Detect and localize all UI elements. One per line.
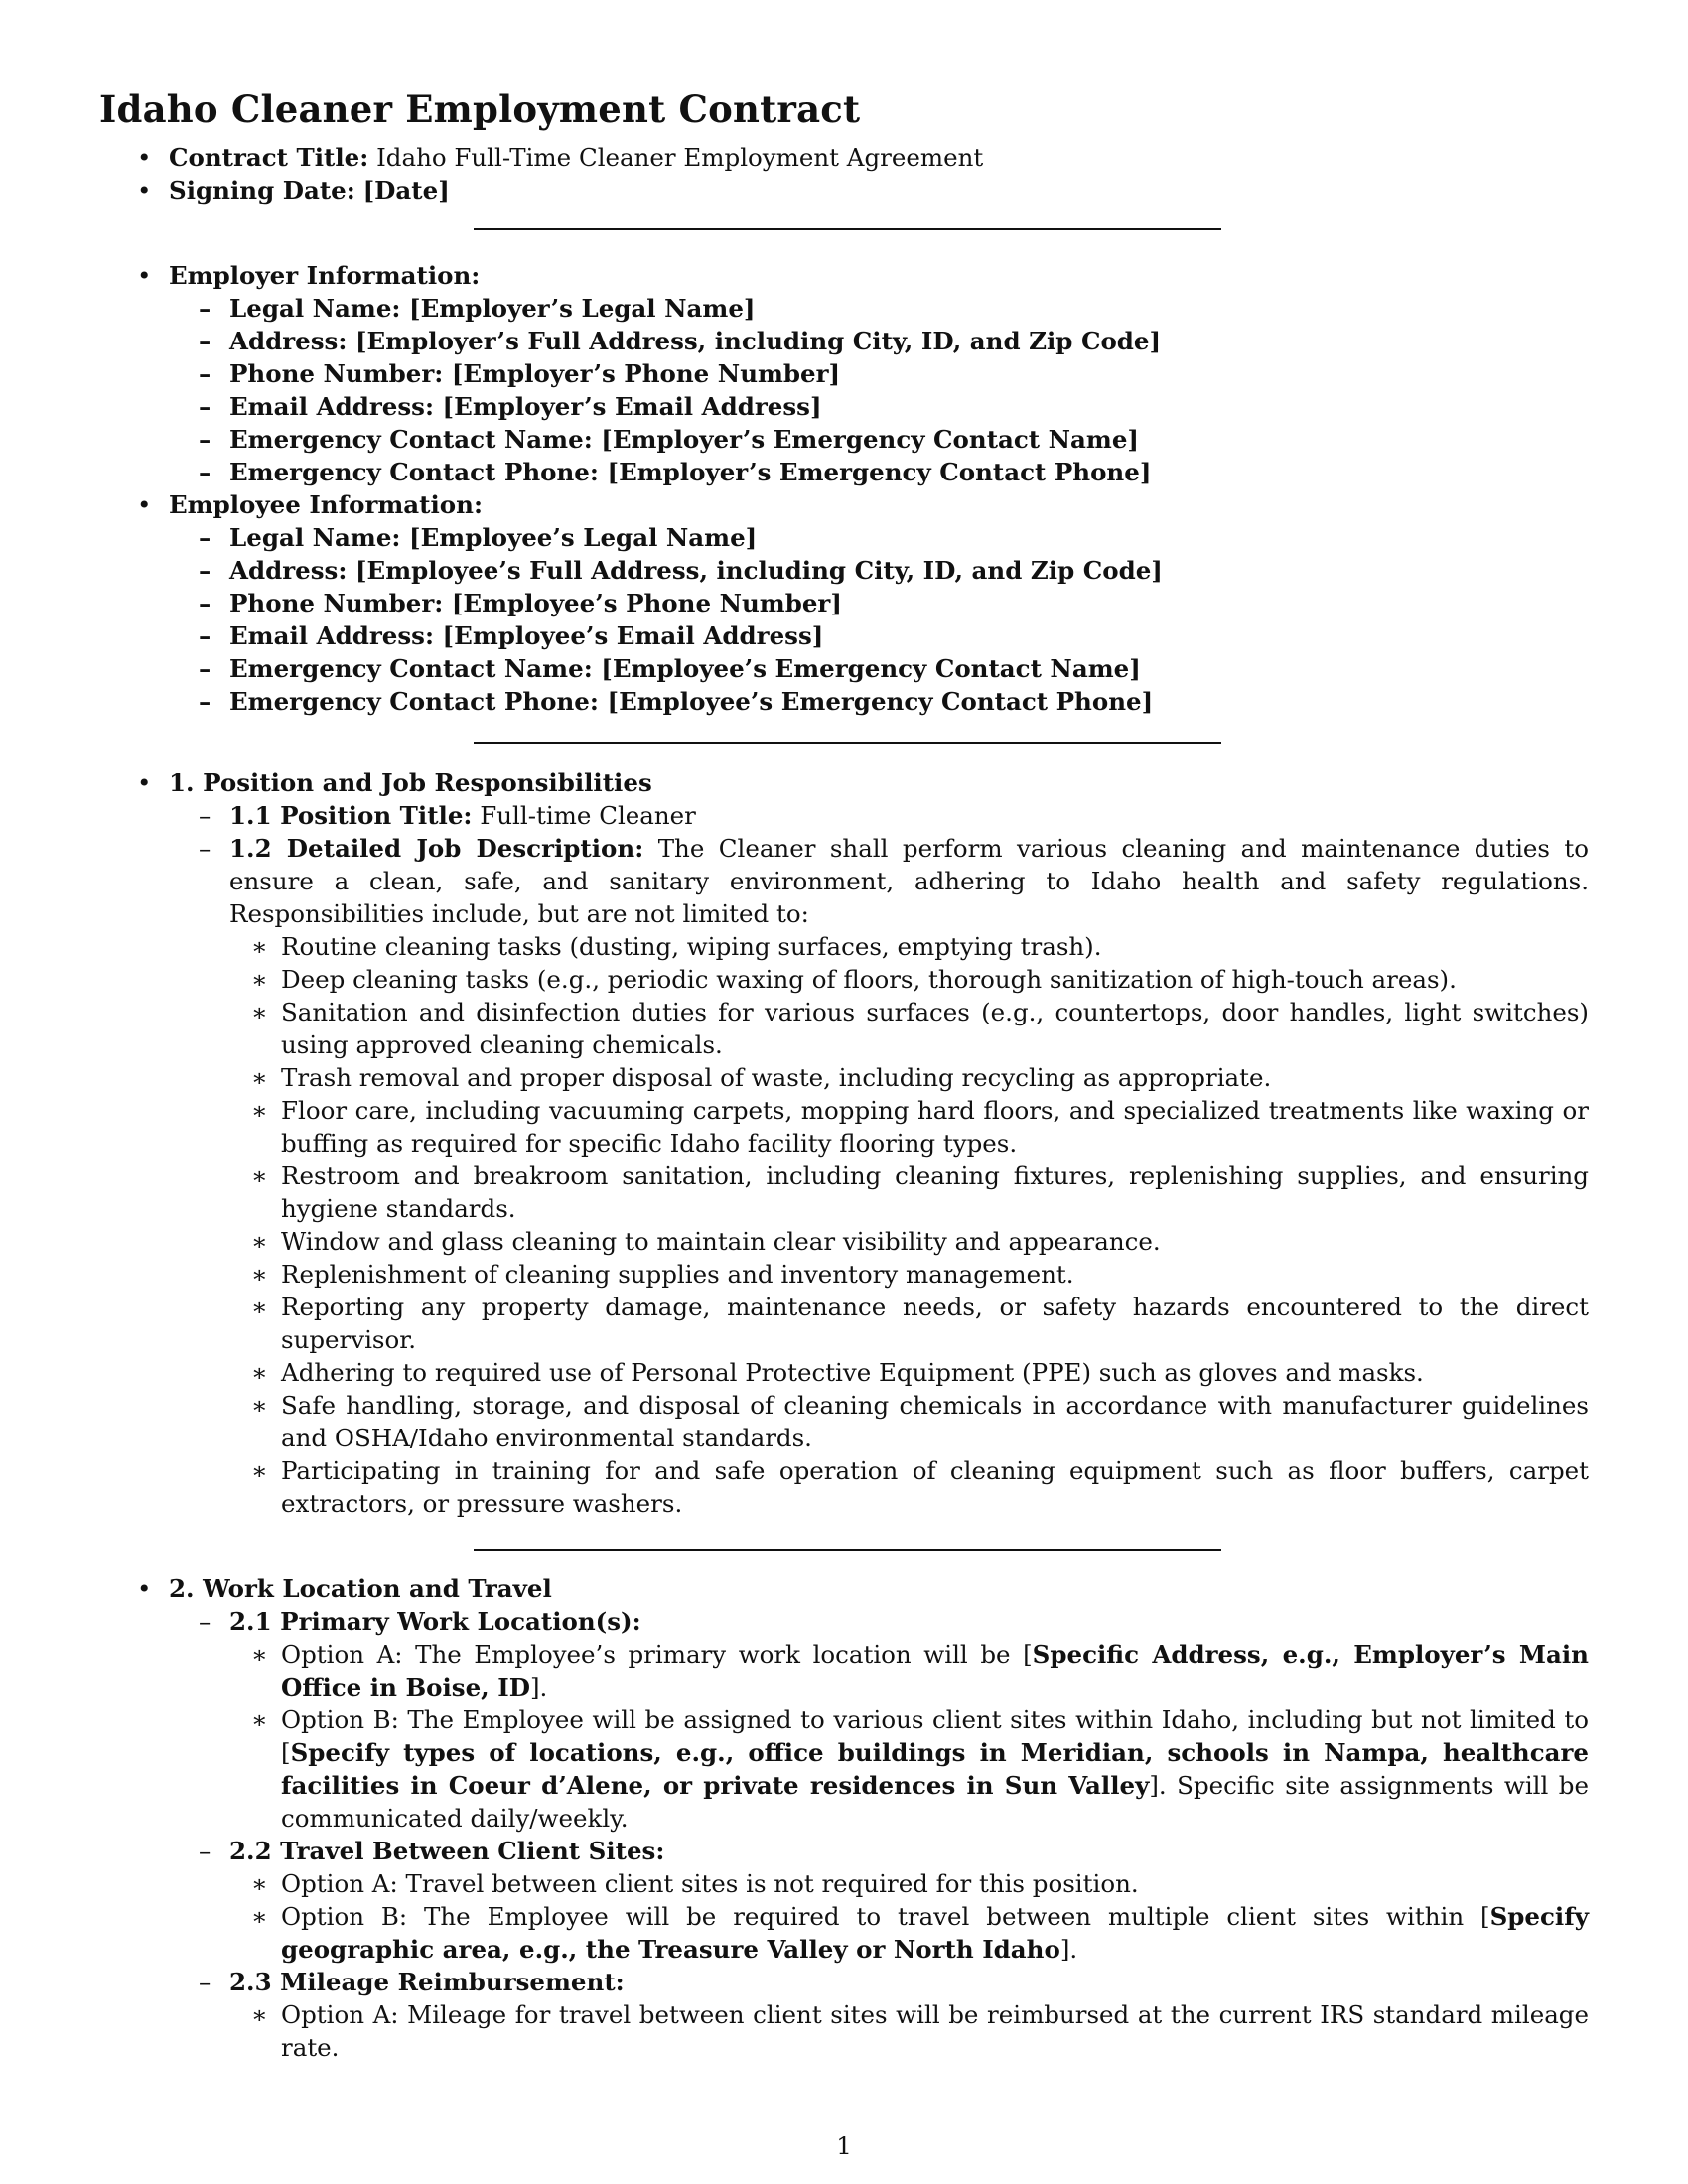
employee-email: – Email Address: [Employee’s Email Address]: [169, 619, 1589, 652]
position-title: – 1.1 Position Title: Full-time Cleaner: [169, 799, 1589, 832]
section-1: [99, 766, 1589, 1520]
section-2-item: [99, 1572, 1589, 2064]
employee-info: • Employee Information: – Legal Name: [Employee’s Legal Name] – Address: [Employee’s Full Address, including City, ID, and Zip Code] – Phone Number: [Employee’s Phone Number] – Email Address: [Employee’s Email Address] – Emergency Contact Name: [Employee’s Emergency Contact Name] – Emergency Contact Phone: [Employee’s Emergency Contact Phone]: [99, 488, 1589, 718]
duties-list: [229, 930, 1589, 1520]
document-title: Idaho Cleaner Employment Contract: [99, 87, 861, 131]
list-item: ∗ Routine cleaning tasks (dusting, wiping surfaces, emptying trash).: [229, 930, 1589, 963]
list-item: ∗ Reporting any property damage, maintenance needs, or safety hazards encountered to the direct supervisor.: [229, 1291, 1589, 1356]
employee-address: – Address: [Employee’s Full Address, including City, ID, and Zip Code]: [169, 554, 1589, 587]
list-item: ∗ Option A: Travel between client sites is not required for this position.: [229, 1867, 1589, 1900]
employer-legal-name: – Legal Name: [Employer’s Legal Name]: [169, 292, 1589, 325]
header-list: [99, 141, 1589, 206]
employee-emergency-phone: – Emergency Contact Phone: [Employee’s Emergency Contact Phone]: [169, 685, 1589, 718]
list-item: ∗ Adhering to required use of Personal Protective Equipment (PPE) such as gloves and masks.: [229, 1356, 1589, 1389]
list-item: ∗ Option A: The Employee’s primary work location will be [Specific Address, e.g., Employer’s Main Office in Boise, ID].: [229, 1638, 1589, 1704]
employee-emergency-name: – Emergency Contact Name: [Employee’s Emergency Contact Name]: [169, 652, 1589, 685]
employer-address: – Address: [Employer’s Full Address, including City, ID, and Zip Code]: [169, 325, 1589, 357]
signing-date-item: • Signing Date: [Date]: [99, 174, 1589, 206]
list-item: ∗ Restroom and breakroom sanitation, including cleaning fixtures, replenishing supplies, and ensuring hygiene standards.: [229, 1160, 1589, 1225]
section-1-item: [99, 766, 1589, 1520]
list-item: ∗ Option A: Mileage for travel between client sites will be reimbursed at the current IRS standard mileage rate.: [229, 1998, 1589, 2064]
list-item: ∗ Option B: The Employee will be required to travel between multiple client sites within [Specify geographic area, e.g., the Treasure Valley or North Idaho].: [229, 1900, 1589, 1966]
employee-legal-name: – Legal Name: [Employee’s Legal Name]: [169, 521, 1589, 554]
list-item: ∗ Replenishment of cleaning supplies and inventory management.: [229, 1258, 1589, 1291]
employer-phone: – Phone Number: [Employer’s Phone Number]: [169, 357, 1589, 390]
list-item: ∗ Deep cleaning tasks (e.g., periodic waxing of floors, thorough sanitization of high-touch areas).: [229, 963, 1589, 996]
travel-between-sites: – 2.2 Travel Between Client Sites: ∗ Option A: Travel between client sites is not required for this position. ∗ Option B: The Employee will be required to travel between multiple client sites within [Specify geographic area, e.g., the Treasure Valley or North Idaho].: [169, 1835, 1589, 1966]
list-item: ∗ Floor care, including vacuuming carpets, mopping hard floors, and specialized treatments like waxing or buffing as required for specific Idaho facility flooring types.: [229, 1094, 1589, 1160]
list-item: ∗ Window and glass cleaning to maintain clear visibility and appearance.: [229, 1225, 1589, 1258]
list-item: ∗ Sanitation and disinfection duties for various surfaces (e.g., countertops, door handles, light switches) using approved cleaning chemicals.: [229, 996, 1589, 1061]
contract-title-item: • Contract Title: Idaho Full-Time Cleaner Employment Agreement: [99, 141, 1589, 174]
employer-info: • Employer Information: – Legal Name: [Employer’s Legal Name] – Address: [Employer’s Full Address, including City, ID, and Zip Code] – Phone Number: [Employer’s Phone Number] – Email Address: [Employer’s Email Address] – Emergency Contact Name: [Employer’s Emergency Contact Name] – Emergency Contact Phone: [Employer’s Emergency Contact Phone]: [99, 259, 1589, 488]
employer-fields: [169, 292, 1589, 488]
mileage-reimbursement: – 2.3 Mileage Reimbursement: ∗ Option A: Mileage for travel between client sites will be reimbursed at the current IRS standard mileage rate.: [169, 1966, 1589, 2064]
employee-phone: – Phone Number: [Employee’s Phone Number]: [169, 587, 1589, 619]
divider: [474, 228, 1221, 230]
list-item: ∗ Trash removal and proper disposal of waste, including recycling as appropriate.: [229, 1061, 1589, 1094]
job-description: – 1.2 Detailed Job Description: The Cleaner shall perform various cleaning and maintenance duties to ensure a clean, safe, and sanitary environment, adhering to Idaho health and safety regulations. Responsibilities include, but are not limited to: ∗ Routine cleaning tasks (dusting, wiping surfaces, emptying trash). ∗ Deep cleaning tasks (e.g., periodic waxing of floors, thorough sanitization of high-touch areas). ∗ Sanitation and disinfection duties for various surfaces (e.g., countertops, door handles, light switches) using approved cleaning chemicals. ∗ Trash removal and proper disposal of waste, including recycling as appropriate. ∗ Floor care, including vacuuming carpets, mopping hard floors, and specialized treatments like waxing or buffing as required for specific Idaho facility flooring types. ∗ Restroom and breakroom sanitation, including cleaning fixtures, replenishing supplies, and ensuring hygiene standards. ∗ Window and glass cleaning to maintain clear visibility and appearance. ∗ Replenishment of cleaning supplies and inventory management. ∗ Reporting any property damage, maintenance needs, or safety hazards encountered to the direct supervisor. ∗ Adhering to required use of Personal Protective Equipment (PPE) such as gloves and masks. ∗ Safe handling, storage, and disposal of cleaning chemicals in accordance with manufacturer guidelines and OSHA/Idaho environmental standards. ∗ Participating in training for and safe operation of cleaning equipment such as floor buffers, carpet extractors, or pressure washers.: [169, 832, 1589, 1520]
party-info-list: [99, 259, 1589, 718]
page-number: 1: [836, 2131, 852, 2160]
employer-emergency-phone: – Emergency Contact Phone: [Employer’s Emergency Contact Phone]: [169, 456, 1589, 488]
work-location: – 2.1 Primary Work Location(s): ∗ Option A: The Employee’s primary work location will be [Specific Address, e.g., Employer’s Main Office in Boise, ID]. ∗ Option B: The Employee will be assigned to various client sites within Idaho, including but not limited to [Specify types of locations, e.g., office buildings in Meridian, schools in Nampa, healthcare facilities in Coeur d’Alene, or private residences in Sun Valley]. Specific site assignments will be communicated daily/weekly.: [169, 1605, 1589, 1835]
divider: [474, 1549, 1221, 1551]
section-2: [99, 1572, 1589, 2064]
employer-emergency-name: – Emergency Contact Name: [Employer’s Emergency Contact Name]: [169, 423, 1589, 456]
divider: [474, 742, 1221, 744]
employer-email: – Email Address: [Employer’s Email Address]: [169, 390, 1589, 423]
employee-fields: [169, 521, 1589, 718]
section-1-heading: 1. Position and Job Responsibilities: [169, 768, 652, 797]
list-item: ∗ Safe handling, storage, and disposal of cleaning chemicals in accordance with manufacturer guidelines and OSHA/Idaho environmental standards.: [229, 1389, 1589, 1454]
list-item: ∗ Option B: The Employee will be assigned to various client sites within Idaho, including but not limited to [Specify types of locations, e.g., office buildings in Meridian, schools in Nampa, healthcare facilities in Coeur d’Alene, or private residences in Sun Valley]. Specific site assignments will be communicated daily/weekly.: [229, 1704, 1589, 1835]
document-page: [99, 83, 1589, 2064]
section-2-heading: 2. Work Location and Travel: [169, 1574, 552, 1603]
list-item: ∗ Participating in training for and safe operation of cleaning equipment such as floor buffers, carpet extractors, or pressure washers.: [229, 1454, 1589, 1520]
